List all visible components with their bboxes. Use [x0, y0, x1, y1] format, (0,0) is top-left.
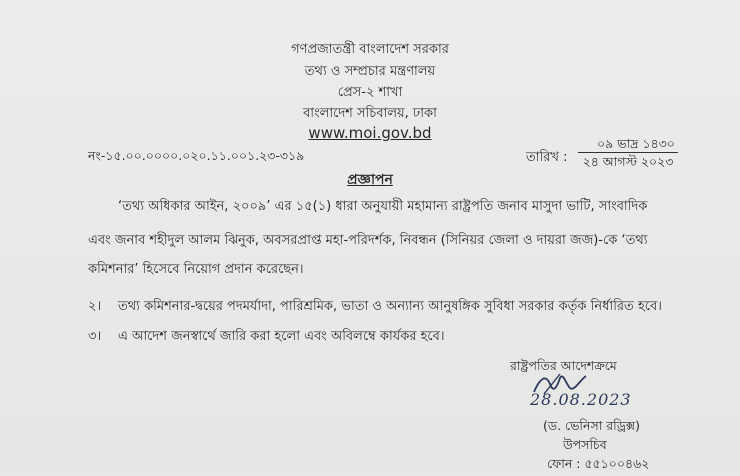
date-bangla: ০৯ ভাদ্র ১৪৩০ — [597, 136, 675, 151]
body-paragraph-line1: ‘তথ্য অধিকার আইন, ২০০৯’ এর ১৫(১) ধারা অনুযায়ী মহামান্য রাষ্ট্রপতি জনাব মাসুদা ভাটি, সাংবাদিক — [118, 199, 648, 214]
date-english: ২৪ আগস্ট ২০২৩ — [582, 154, 674, 169]
branch-name: প্রেস-২ শাখা — [337, 85, 403, 100]
item-number-3: ৩। — [88, 329, 102, 344]
document-title-text: প্রজ্ঞাপন — [347, 172, 393, 188]
body-paragraph-line3: কমিশনার’ হিসেবে নিয়োগ প্রদান করেছেন। — [88, 262, 304, 277]
signatory-phone: ফোন : ৫৫১০০৪৬২ — [547, 456, 650, 471]
order-line: রাষ্ট্রপতির আদেশক্রমে — [510, 358, 617, 373]
ministry-name: তথ্য ও সম্প্রচার মন্ত্রণালয় — [304, 64, 436, 79]
date-label: তারিখ : — [526, 150, 568, 165]
office-address: বাংলাদেশ সচিবালয়, ঢাকা — [303, 106, 437, 121]
handwritten-date: 28.08.2023 — [530, 390, 632, 409]
body-paragraph-line2: এবং জনাব শহীদুল আলম ঝিনুক, অবসরপ্রাপ্ত মহা-পরিদর্শক, নিবন্ধন (সিনিয়র জেলা ও দায়রা জজ)-কে ‘তথ্য — [88, 233, 648, 248]
item-text-3: এ আদেশ জনস্বার্থে জারি করা হলো এবং অবিলম্বে কার্যকর হবে। — [118, 329, 445, 344]
item-number-2: ২। — [88, 299, 102, 314]
memo-number: নং-১৫.০০.০০০০.০২০.১১.০০১.২৩-৩১৯ — [88, 148, 305, 163]
govt-name: গণপ্রজাতন্ত্রী বাংলাদেশ সরকার — [291, 42, 449, 57]
date-divider — [578, 152, 678, 153]
signatory-designation: উপসচিব — [563, 437, 607, 452]
website-text[interactable]: www.moi.gov.bd — [308, 124, 432, 142]
signatory-name: (ড. ভেনিসা রড্রিক্স) — [543, 418, 640, 433]
item-text-2: তথ্য কমিশনার-দ্বয়ের পদমর্যাদা, পারিশ্রমিক, ভাতা ও অন্যান্য আনুষঙ্গিক সুবিধা সরকার কর্তৃক নির্ধারিত হবে। — [118, 299, 662, 314]
document-title — [0, 168, 740, 192]
